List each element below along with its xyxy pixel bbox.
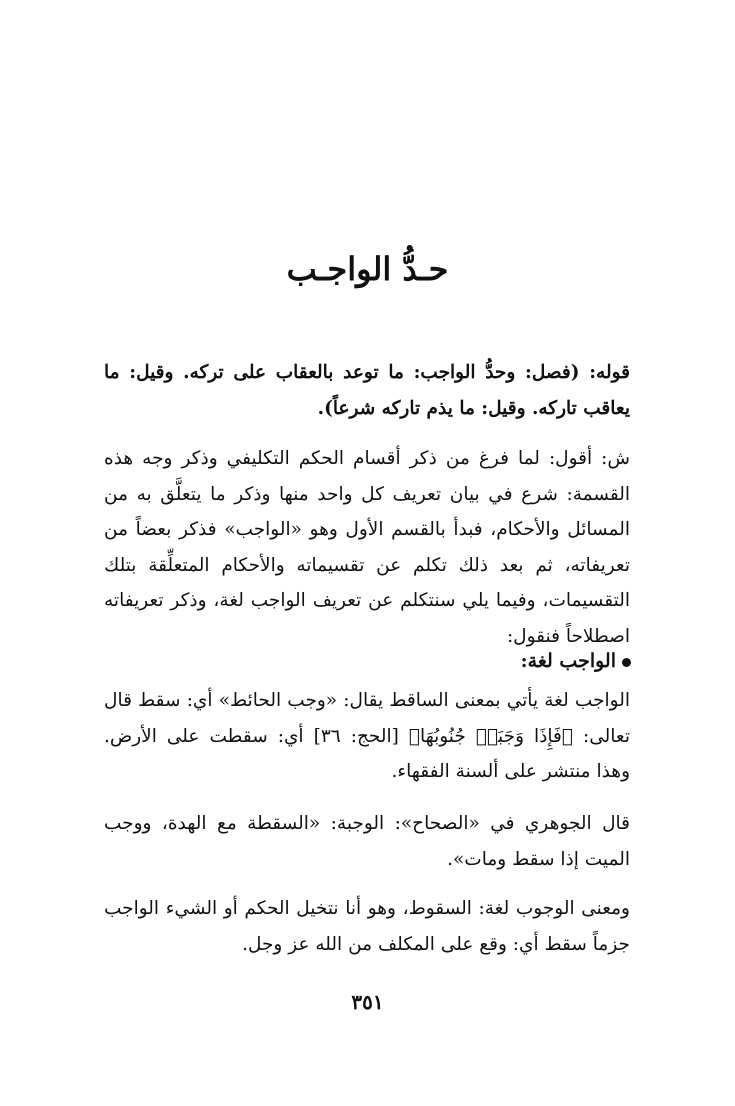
commentary-paragraph: ش: أقول: لما فرغ من ذكر أقسام الحكم التكليفي وذكر وجه هذه القسمة: شرع في بيان تعريف كل واحد منها وذكر ما يتعلَّق به من المسائل والأحكام، فبدأ بالقسم الأول وهو «الواجب» فذكر بعضاً من تعريفاته، ثم بعد ذلك تكلم عن تقسيماته والأحكام المتعلِّقة بتلك التقسيمات، وفيما يلي سنتكلم عن تعريف الواجب لغة، وذكر تعريفاته اصطلاحاً فنقول: [104,448,630,647]
linguistic-definition-paragraph: الواجب لغة يأتي بمعنى الساقط يقال: «وجب الحائط» أي: سقط قال تعالى: ﴿فَإِذَا وَجَبَتۡ جُنُوبُهَا﴾ [الحج: ٣٦] أي: سقطت على الأرض. وهذا منتشر على ألسنة الفقهاء. [104,690,631,782]
section-heading [521,645,631,677]
quote-paragraph: قوله: (فصل: وحدُّ الواجب: ما توعد بالعقاب على تركه. وقيل: ما يعاقب تاركه. وقيل: ما يذم تاركه شرعاً). [104,362,630,419]
bullet-icon [622,658,631,667]
jawhari-quote-paragraph: قال الجوهري في «الصحاح»: الوجبة: «السقطة مع الهدة، ووجب الميت إذا سقط ومات». [104,813,630,870]
section-heading-text: الواجب لغة: [520,650,616,672]
page-number: ٣٥١ [351,990,384,1014]
chapter-title: حـدُّ الواجـب [286,250,449,288]
meaning-paragraph: ومعنى الوجوب لغة: السقوط، وهو أنا نتخيل الحكم أو الشيء الواجب جزماً سقط أي: وقع على المكلف من الله عز وجل. [104,898,630,955]
